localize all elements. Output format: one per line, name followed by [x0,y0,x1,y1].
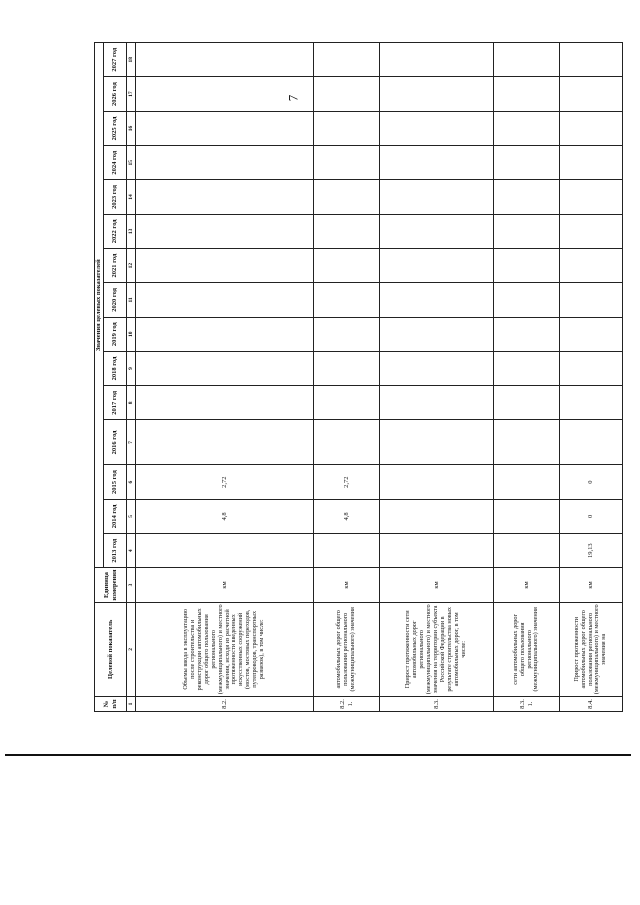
value-cell [380,146,494,180]
header-indicator: Целевой показатель [95,602,127,696]
value-cell [380,283,494,317]
value-cell [136,283,314,317]
value-cell [560,317,623,351]
value-cell [314,351,380,385]
indicator-name: Объемы ввода в эксплуатацию после строительства и реконструкции автомобильных дорог общего пользования регионального (межмуниципального) и местного значения, исходя из расчетной протяженности введенных искусственных сооружений (мостов, мостовых переходов, путепроводов, транспортных развязок), в том числе: [136,602,314,696]
column-index: 14 [127,180,136,214]
header-year: 2013 год [104,534,127,568]
value-cell [380,351,494,385]
value-cell [494,146,560,180]
table-row [494,43,560,712]
value-cell [380,214,494,248]
header-year: 2015 год [104,465,127,499]
value-cell [494,534,560,568]
value-cell [136,180,314,214]
value-cell [494,180,560,214]
unit-cell: км [314,568,380,602]
page-number: 7 [285,94,301,102]
indicator-name: Прирост протяженности сети автомобильных дорог регионального (межмуниципального) и местного значения на территории субъекта Российской Федерации в результате строительства новых автомобильных дорог, в том числе: [380,602,494,696]
value-cell [136,420,314,465]
value-cell [380,77,494,111]
indicator-name: сети автомобильных дорог общего пользования регионального (межмуниципального) значения [494,602,560,696]
value-cell [560,214,623,248]
column-index: 1 [127,697,136,712]
rotated-page-content [94,42,608,712]
value-cell [314,180,380,214]
value-cell: 0 [560,499,623,533]
value-cell [314,317,380,351]
value-cell [380,43,494,77]
target-indicators-table [94,42,623,712]
column-index: 12 [127,248,136,282]
value-cell [494,214,560,248]
column-index: 15 [127,146,136,180]
header-year: 2021 год [104,248,127,282]
column-index: 18 [127,43,136,77]
value-cell [380,386,494,420]
column-index: 8 [127,386,136,420]
value-cell [314,111,380,145]
value-cell: 19,13 [560,534,623,568]
value-cell [314,248,380,282]
value-cell [136,386,314,420]
column-index: 9 [127,351,136,385]
value-cell [560,111,623,145]
column-index: 11 [127,283,136,317]
header-row [95,43,104,712]
value-cell [494,77,560,111]
value-cell [560,146,623,180]
value-cell [136,77,314,111]
header-year: 2026 год [104,77,127,111]
header-year: 2016 год [104,420,127,465]
value-cell [494,386,560,420]
value-cell [136,248,314,282]
value-cell [380,534,494,568]
row-number: 8.4. [560,697,623,712]
value-cell [494,351,560,385]
header-num: № п/п [95,697,127,712]
value-cell [380,248,494,282]
value-cell: 4,8 [314,499,380,533]
value-cell: 0 [560,465,623,499]
header-unit: Единица измерения [95,568,127,602]
header-year: 2018 год [104,351,127,385]
value-cell [560,180,623,214]
column-index: 7 [127,420,136,465]
unit-cell: км [560,568,623,602]
column-index: 10 [127,317,136,351]
column-index: 13 [127,214,136,248]
value-cell [136,534,314,568]
header-year: 2023 год [104,180,127,214]
value-cell [380,465,494,499]
value-cell [494,465,560,499]
row-number: 8.3.1. [494,697,560,712]
value-cell [136,146,314,180]
table-row [380,43,494,712]
value-cell [494,420,560,465]
value-cell [380,111,494,145]
value-cell [560,283,623,317]
value-cell [560,386,623,420]
column-index: 5 [127,499,136,533]
header-year: 2025 год [104,111,127,145]
value-cell [136,351,314,385]
column-index: 4 [127,534,136,568]
table-row [136,43,314,712]
column-index: 17 [127,77,136,111]
value-cell [380,420,494,465]
value-cell [136,317,314,351]
value-cell [560,351,623,385]
page-divider-line [5,754,631,756]
value-cell [380,499,494,533]
row-number: 8.2. [136,697,314,712]
table-row [560,43,623,712]
header-year: 2014 год [104,499,127,533]
value-cell [314,283,380,317]
value-cell [136,111,314,145]
header-values-title: Значения целевых показателей [95,43,104,568]
value-cell [494,317,560,351]
value-cell [494,499,560,533]
value-cell [314,214,380,248]
column-index: 16 [127,111,136,145]
value-cell [494,248,560,282]
value-cell [560,420,623,465]
header-year: 2017 год [104,386,127,420]
header-year: 2027 год [104,43,127,77]
value-cell [314,534,380,568]
value-cell: 4,8 [136,499,314,533]
value-cell [136,43,314,77]
indicator-name: Прирост протяженности автомобильных дорог общего пользования регионального (межмуниципального) и местного значения на [560,602,623,696]
indicator-name: автомобильных дорог общего пользования регионального (межмуниципального) значения [314,602,380,696]
value-cell: 2,72 [136,465,314,499]
value-cell [380,180,494,214]
value-cell [314,146,380,180]
value-cell [314,420,380,465]
value-cell [380,317,494,351]
value-cell [136,214,314,248]
header-year: 2022 год [104,214,127,248]
header-year: 2019 год [104,317,127,351]
column-index: 2 [127,602,136,696]
value-cell [494,111,560,145]
value-cell [560,43,623,77]
value-cell [560,248,623,282]
value-cell [494,283,560,317]
value-cell [314,43,380,77]
table-row [314,43,380,712]
unit-cell: км [136,568,314,602]
value-cell [560,77,623,111]
value-cell [494,43,560,77]
column-index: 6 [127,465,136,499]
unit-cell: км [494,568,560,602]
value-cell [314,77,380,111]
value-cell: 2,72 [314,465,380,499]
column-index-row [127,43,136,712]
header-year: 2024 год [104,146,127,180]
column-index: 3 [127,568,136,602]
header-year: 2020 год [104,283,127,317]
unit-cell: км [380,568,494,602]
row-number: 8.2.1. [314,697,380,712]
value-cell [314,386,380,420]
row-number: 8.3. [380,697,494,712]
